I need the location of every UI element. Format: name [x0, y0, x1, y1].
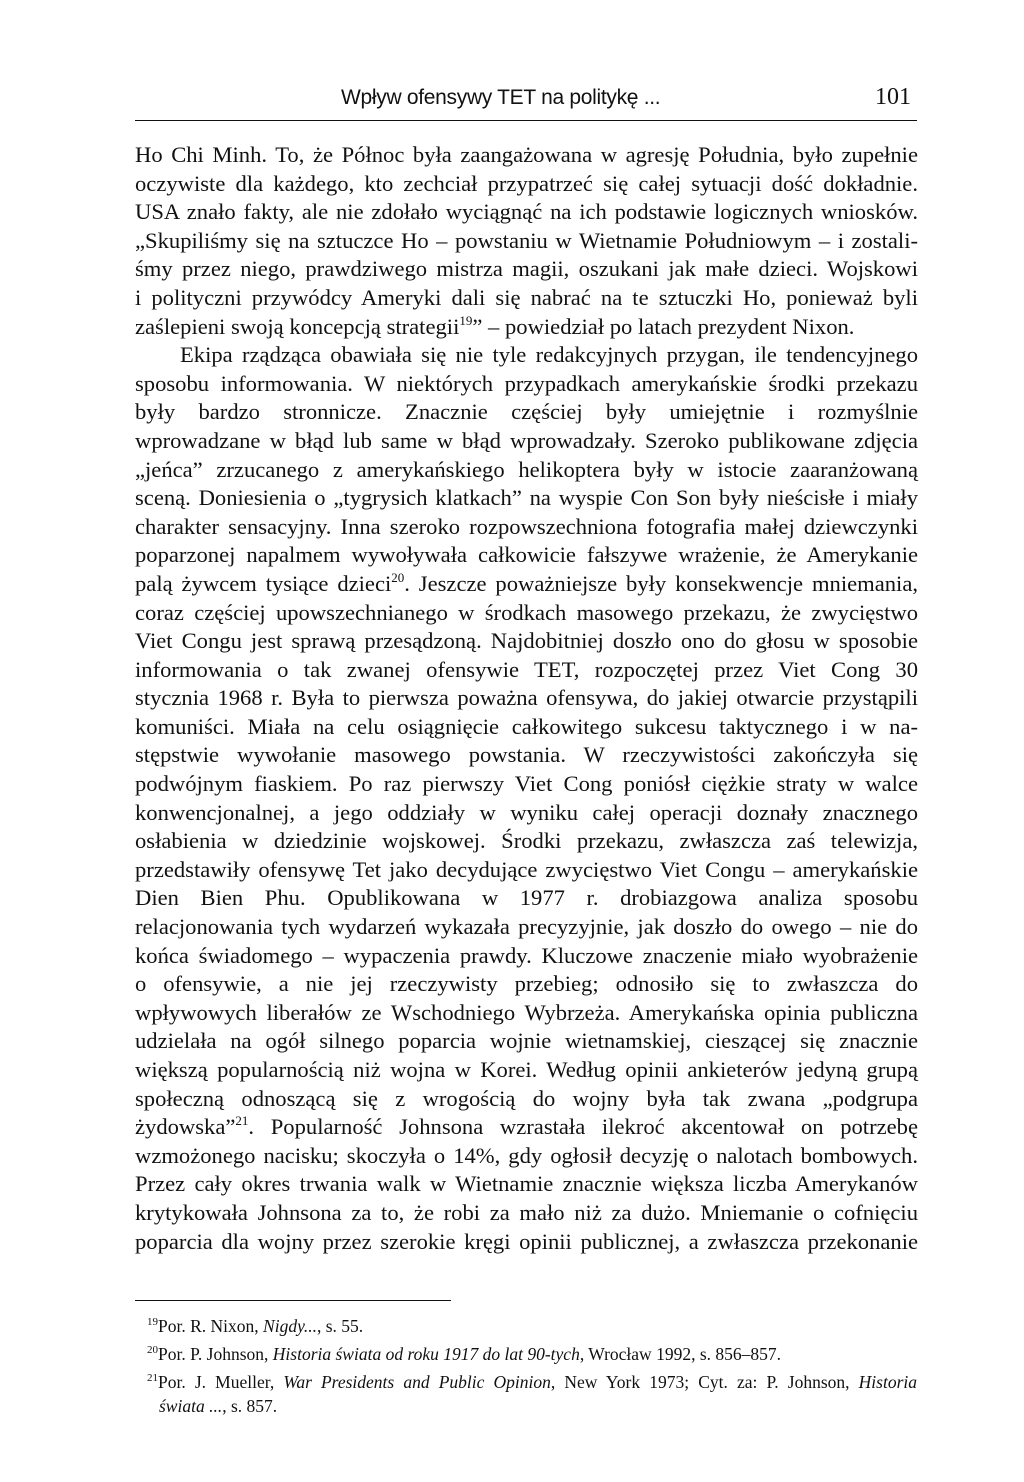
footnote-text: Por. P. Johnson,	[158, 1344, 273, 1364]
text-line: były bardzo stronnicze. Znacznie częściej były umiejętnie i rozmyślnie	[135, 399, 918, 425]
text-segment: palą żywcem tysiące dzieci	[135, 570, 392, 596]
footnote-line	[147, 1342, 917, 1366]
footnote-title: Historia świata od roku 1917 do lat 90-tych	[272, 1344, 580, 1364]
text-line: Dien Bien Phu. Opublikowana w 1977 r. drobiazgowa analiza sposobu	[135, 885, 918, 911]
text-line: USA znało fakty, ale nie zdołało wyciągnąć na ich podstawie logicznych wniosków.	[135, 199, 918, 225]
running-header	[135, 84, 917, 121]
footnotes	[135, 1314, 917, 1422]
text-line: Viet Congu jest sprawą przesądzoną. Najdobitniej doszło ono do głosu w sposobie	[135, 628, 918, 654]
footnote-text: , Wrocław 1992, s. 856–857.	[579, 1344, 782, 1364]
text-line	[135, 313, 918, 342]
text-line: stycznia 1968 r. Była to pierwsza poważna ofensywa, do jakiej otwarcie przystąpili	[135, 685, 918, 711]
text-line: poparzonej napalmem wywoływała całkowicie fałszywe wrażenie, że Amerykanie	[135, 542, 918, 568]
footnote-text: , s. 55.	[317, 1316, 364, 1336]
text-line: poparcia dla wojny przez szerokie kręgi opinii publicznej, a zwłaszcza przekonanie	[135, 1228, 918, 1254]
text-line: wzmożonego nacisku; skoczyła o 14%, gdy ogłosił decyzję o nalotach bombowych.	[135, 1142, 918, 1168]
text-segment: . Popularność Johnsona wzrastała ilekroć akcentował on potrzebę	[248, 1114, 918, 1140]
text-segment: ” – powiedział po latach prezydent Nixon.	[472, 313, 855, 339]
text-line: relacjonowania tych wydarzeń wykazała precyzyjnie, jak doszło do owego – nie do	[135, 914, 918, 940]
text-line: przedstawiły ofensywę Tet jako decydujące zwycięstwo Viet Congu – amerykańskie	[135, 856, 918, 882]
footnote-ref-19: 19	[459, 312, 473, 328]
main-text	[135, 141, 918, 1256]
text-line: śmy przez niego, prawdziwego mistrza magii, oszukani jak małe dzieci. Wojskowi	[135, 256, 918, 282]
text-line: komuniści. Miała na celu osiągnięcie całkowitego sukcesu taktycznego i w na-	[135, 713, 918, 739]
text-line: sposobu informowania. W niektórych przypadkach amerykańskie środki przekazu	[135, 370, 918, 396]
text-line: Ho Chi Minh. To, że Północ była zaangażowana w agresję Południa, było zupełnie	[135, 142, 918, 167]
footnote-title: War Presidents and Public Opinion	[283, 1372, 551, 1392]
text-line: większą popularnością niż wojna w Korei. Według opinii ankieterów jedyną grupą	[135, 1057, 918, 1082]
text-line: społeczną odnoszącą się z wrogością do wojny była tak zwana „podgrupa	[135, 1085, 918, 1111]
footnote-19	[147, 1314, 917, 1338]
text-line: udzielała na ogół silnego poparcia wojnie wietnamskiej, cieszącej się znacznie	[135, 1028, 918, 1054]
page-number: 101	[875, 84, 911, 110]
footnote-number: 20	[147, 1344, 158, 1356]
text-line: podwójnym fiaskiem. Po raz pierwszy Viet Cong poniósł ciężkie straty w walce	[135, 771, 918, 797]
paragraph-1	[135, 141, 918, 341]
text-line: konwencjonalnej, a jego oddziały w wyniku całej operacji doznały znacznego	[135, 799, 918, 825]
text-segment: zaślepieni swoją koncepcją strategii	[135, 313, 460, 339]
text-line: krytykowała Johnsona za to, że robi za mało niż za dużo. Mniemanie o cofnięciu	[135, 1199, 918, 1225]
footnote-text: , New York 1973; Cyt. za: P. Johnson,	[550, 1372, 859, 1392]
text-segment: . Jeszcze poważniejsze były konsekwencje mniemania,	[404, 570, 918, 596]
text-line: końca świadomego – wypaczenia prawdy. Kluczowe znaczenie miało wyobrażenie	[135, 942, 918, 968]
footnote-line	[147, 1370, 917, 1394]
footnote-21	[147, 1370, 917, 1418]
footnote-ref-20: 20	[391, 569, 405, 585]
footnote-title: Nigdy...	[263, 1316, 317, 1336]
paragraph-2	[135, 341, 918, 1256]
footnote-ref-21: 21	[235, 1113, 249, 1129]
footnote-title: świata ...	[159, 1396, 223, 1416]
footnote-text: , s. 857.	[222, 1396, 278, 1416]
footnote-number: 19	[147, 1316, 158, 1328]
text-line: charakter sensacyjny. Inna szeroko rozpowszechniona fotografia małej dziewczynki	[135, 513, 918, 539]
footnote-text: Por. J. Mueller,	[158, 1372, 284, 1392]
text-segment: żydowska”	[135, 1114, 236, 1140]
text-line: Przez cały okres trwania walk w Wietnamie znacznie większa liczba Amerykanów	[135, 1171, 918, 1197]
text-line: wprowadzane w błąd lub same w błąd wprowadzały. Szeroko publikowane zdjęcia	[135, 427, 918, 453]
footnote-title: Historia	[858, 1372, 917, 1392]
footnote-number: 21	[147, 1372, 158, 1384]
text-line: „Skupiliśmy się na sztuczce Ho – powstaniu w Wietnamie Południowym – i zostali-	[135, 227, 918, 253]
footnote-text: Por. R. Nixon,	[158, 1316, 264, 1336]
text-line: i polityczni przywódcy Ameryki dali się nabrać na te sztuczki Ho, ponieważ byli	[135, 284, 918, 310]
text-line: Ekipa rządząca obawiała się nie tyle redakcyjnych przygan, ile tendencyjnego	[180, 342, 918, 368]
footnote-line	[147, 1314, 917, 1338]
running-title: Wpływ ofensywy TET na politykę ...	[341, 86, 661, 109]
text-line: stępstwie wywołanie masowego powstania. W rzeczywistości zakończyła się	[135, 742, 918, 768]
footnote-divider	[135, 1300, 451, 1301]
text-line	[135, 570, 918, 599]
text-line: wpływowych liberałów ze Wschodniego Wybrzeża. Amerykańska opinia publiczna	[135, 999, 918, 1025]
text-line: osłabienia w dziedzinie wojskowej. Środki przekazu, zwłaszcza zaś telewizja,	[135, 828, 918, 854]
text-line: coraz częściej upowszechnianego w środkach masowego przekazu, że zwycięstwo	[135, 599, 918, 625]
text-line: o ofensywie, a nie jej rzeczywisty przebieg; odnosiło się to zwłaszcza do	[135, 971, 918, 997]
text-line: „jeńca” zrzucanego z amerykańskiego helikoptera były w istocie zaaranżowaną	[135, 456, 918, 482]
text-line: oczywiste dla każdego, kto zechciał przypatrzeć się całej sytuacji dość dokładnie.	[135, 170, 918, 196]
text-line: sceną. Doniesienia o „tygrysich klatkach” na wyspie Con Son były nieścisłe i miały	[135, 485, 918, 511]
text-line: informowania o tak zwanej ofensywie TET, rozpoczętej przez Viet Cong 30	[135, 656, 918, 682]
footnote-20	[147, 1342, 917, 1366]
footnote-line	[147, 1394, 917, 1418]
text-line	[135, 1113, 918, 1142]
